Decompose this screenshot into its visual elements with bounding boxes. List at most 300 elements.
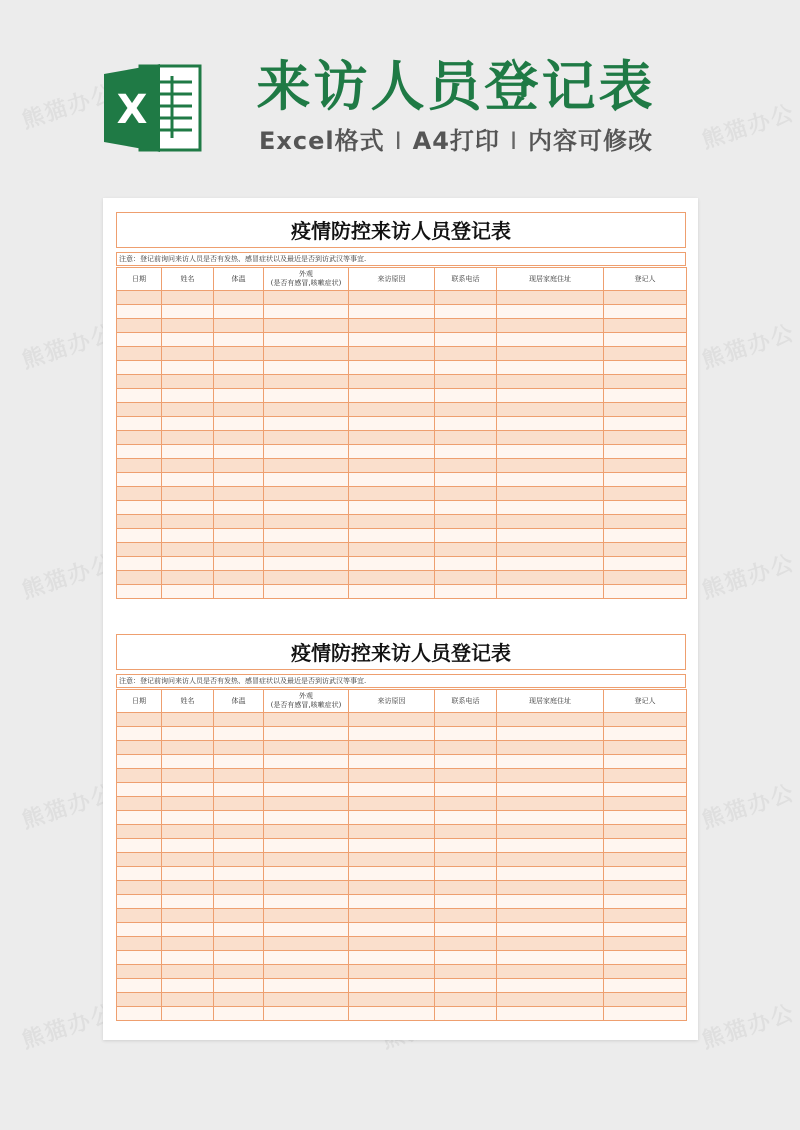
table-cell[interactable] [349, 557, 435, 571]
table-cell[interactable] [162, 881, 214, 895]
table-cell[interactable] [349, 529, 435, 543]
table-cell[interactable] [264, 797, 349, 811]
table-cell[interactable] [604, 389, 687, 403]
table-cell[interactable] [435, 867, 497, 881]
table-cell[interactable] [162, 529, 214, 543]
table-cell[interactable] [497, 487, 604, 501]
table-cell[interactable] [435, 389, 497, 403]
table-cell[interactable] [604, 501, 687, 515]
table-cell[interactable] [604, 923, 687, 937]
table-cell[interactable] [435, 769, 497, 783]
table-cell[interactable] [264, 403, 349, 417]
table-cell[interactable] [117, 459, 162, 473]
table-cell[interactable] [214, 727, 264, 741]
table-cell[interactable] [214, 473, 264, 487]
table-cell[interactable] [349, 867, 435, 881]
table-cell[interactable] [264, 473, 349, 487]
table-cell[interactable] [214, 853, 264, 867]
table-cell[interactable] [604, 867, 687, 881]
table-cell[interactable] [604, 473, 687, 487]
table-cell[interactable] [497, 727, 604, 741]
table-cell[interactable] [162, 473, 214, 487]
table-cell[interactable] [604, 515, 687, 529]
table-cell[interactable] [214, 389, 264, 403]
table-cell[interactable] [604, 305, 687, 319]
table-cell[interactable] [264, 459, 349, 473]
table-cell[interactable] [349, 417, 435, 431]
table-cell[interactable] [214, 515, 264, 529]
table-cell[interactable] [349, 937, 435, 951]
table-cell[interactable] [214, 783, 264, 797]
table-cell[interactable] [117, 839, 162, 853]
table-cell[interactable] [214, 459, 264, 473]
table-cell[interactable] [349, 473, 435, 487]
table-cell[interactable] [214, 403, 264, 417]
table-cell[interactable] [162, 839, 214, 853]
table-cell[interactable] [604, 769, 687, 783]
table-cell[interactable] [349, 375, 435, 389]
table-cell[interactable] [349, 487, 435, 501]
table-cell[interactable] [162, 727, 214, 741]
table-cell[interactable] [117, 755, 162, 769]
table-cell[interactable] [349, 811, 435, 825]
table-cell[interactable] [435, 417, 497, 431]
table-cell[interactable] [604, 487, 687, 501]
table-cell[interactable] [604, 431, 687, 445]
table-cell[interactable] [604, 937, 687, 951]
table-cell[interactable] [214, 867, 264, 881]
table-cell[interactable] [214, 305, 264, 319]
table-cell[interactable] [497, 783, 604, 797]
table-cell[interactable] [435, 487, 497, 501]
table-cell[interactable] [497, 445, 604, 459]
table-cell[interactable] [435, 713, 497, 727]
table-cell[interactable] [162, 811, 214, 825]
table-cell[interactable] [435, 375, 497, 389]
table-cell[interactable] [497, 515, 604, 529]
table-cell[interactable] [435, 937, 497, 951]
table-cell[interactable] [117, 867, 162, 881]
table-cell[interactable] [604, 727, 687, 741]
table-cell[interactable] [214, 1007, 264, 1021]
table-cell[interactable] [214, 755, 264, 769]
table-cell[interactable] [497, 909, 604, 923]
table-cell[interactable] [497, 305, 604, 319]
table-cell[interactable] [604, 557, 687, 571]
table-cell[interactable] [435, 515, 497, 529]
table-cell[interactable] [349, 727, 435, 741]
table-cell[interactable] [214, 965, 264, 979]
table-cell[interactable] [497, 417, 604, 431]
table-cell[interactable] [162, 403, 214, 417]
table-cell[interactable] [349, 291, 435, 305]
table-cell[interactable] [264, 529, 349, 543]
table-cell[interactable] [214, 909, 264, 923]
table-cell[interactable] [264, 1007, 349, 1021]
table-cell[interactable] [214, 375, 264, 389]
table-cell[interactable] [162, 769, 214, 783]
table-cell[interactable] [349, 445, 435, 459]
table-cell[interactable] [117, 305, 162, 319]
table-cell[interactable] [435, 951, 497, 965]
table-cell[interactable] [162, 375, 214, 389]
table-cell[interactable] [264, 783, 349, 797]
table-cell[interactable] [264, 375, 349, 389]
table-cell[interactable] [264, 361, 349, 375]
table-cell[interactable] [264, 979, 349, 993]
table-cell[interactable] [264, 825, 349, 839]
table-cell[interactable] [264, 515, 349, 529]
table-cell[interactable] [435, 853, 497, 867]
table-cell[interactable] [435, 431, 497, 445]
table-cell[interactable] [264, 487, 349, 501]
table-cell[interactable] [435, 839, 497, 853]
table-cell[interactable] [349, 965, 435, 979]
table-cell[interactable] [497, 319, 604, 333]
table-cell[interactable] [497, 811, 604, 825]
table-cell[interactable] [214, 571, 264, 585]
table-cell[interactable] [435, 319, 497, 333]
table-cell[interactable] [117, 979, 162, 993]
table-cell[interactable] [117, 993, 162, 1007]
table-cell[interactable] [117, 937, 162, 951]
table-cell[interactable] [162, 965, 214, 979]
table-cell[interactable] [214, 445, 264, 459]
table-cell[interactable] [349, 389, 435, 403]
table-cell[interactable] [435, 797, 497, 811]
table-cell[interactable] [497, 923, 604, 937]
table-cell[interactable] [264, 951, 349, 965]
table-cell[interactable] [264, 305, 349, 319]
table-cell[interactable] [435, 291, 497, 305]
table-cell[interactable] [117, 389, 162, 403]
table-cell[interactable] [162, 417, 214, 431]
table-cell[interactable] [214, 951, 264, 965]
table-cell[interactable] [162, 361, 214, 375]
table-cell[interactable] [162, 543, 214, 557]
table-cell[interactable] [497, 501, 604, 515]
table-cell[interactable] [117, 515, 162, 529]
table-cell[interactable] [604, 1007, 687, 1021]
table-cell[interactable] [604, 811, 687, 825]
table-cell[interactable] [349, 333, 435, 347]
table-cell[interactable] [162, 431, 214, 445]
table-cell[interactable] [604, 993, 687, 1007]
table-cell[interactable] [604, 291, 687, 305]
table-cell[interactable] [117, 291, 162, 305]
table-cell[interactable] [162, 459, 214, 473]
table-cell[interactable] [214, 937, 264, 951]
table-cell[interactable] [117, 713, 162, 727]
table-cell[interactable] [497, 797, 604, 811]
table-cell[interactable] [604, 571, 687, 585]
table-cell[interactable] [497, 529, 604, 543]
table-cell[interactable] [264, 937, 349, 951]
table-cell[interactable] [349, 783, 435, 797]
table-cell[interactable] [264, 585, 349, 599]
table-cell[interactable] [264, 347, 349, 361]
table-cell[interactable] [497, 853, 604, 867]
table-cell[interactable] [117, 741, 162, 755]
table-cell[interactable] [162, 755, 214, 769]
table-cell[interactable] [349, 881, 435, 895]
table-cell[interactable] [162, 797, 214, 811]
table-cell[interactable] [497, 979, 604, 993]
table-cell[interactable] [117, 501, 162, 515]
table-cell[interactable] [264, 769, 349, 783]
table-cell[interactable] [604, 403, 687, 417]
table-cell[interactable] [214, 741, 264, 755]
table-cell[interactable] [497, 333, 604, 347]
table-cell[interactable] [264, 923, 349, 937]
table-cell[interactable] [162, 993, 214, 1007]
table-cell[interactable] [349, 993, 435, 1007]
table-cell[interactable] [497, 965, 604, 979]
table-cell[interactable] [214, 543, 264, 557]
table-cell[interactable] [497, 755, 604, 769]
table-cell[interactable] [264, 557, 349, 571]
table-cell[interactable] [604, 783, 687, 797]
table-cell[interactable] [214, 361, 264, 375]
table-cell[interactable] [604, 881, 687, 895]
table-cell[interactable] [435, 1007, 497, 1021]
table-cell[interactable] [604, 361, 687, 375]
table-cell[interactable] [264, 571, 349, 585]
table-cell[interactable] [349, 459, 435, 473]
table-cell[interactable] [264, 867, 349, 881]
table-cell[interactable] [435, 403, 497, 417]
table-cell[interactable] [214, 585, 264, 599]
table-cell[interactable] [214, 557, 264, 571]
table-cell[interactable] [264, 291, 349, 305]
table-cell[interactable] [497, 825, 604, 839]
table-cell[interactable] [349, 909, 435, 923]
table-cell[interactable] [435, 965, 497, 979]
table-cell[interactable] [117, 797, 162, 811]
table-cell[interactable] [264, 881, 349, 895]
table-cell[interactable] [264, 755, 349, 769]
table-cell[interactable] [162, 825, 214, 839]
table-cell[interactable] [214, 431, 264, 445]
table-cell[interactable] [497, 375, 604, 389]
table-cell[interactable] [117, 417, 162, 431]
table-cell[interactable] [497, 459, 604, 473]
table-cell[interactable] [162, 741, 214, 755]
table-cell[interactable] [117, 431, 162, 445]
table-cell[interactable] [435, 501, 497, 515]
table-cell[interactable] [117, 529, 162, 543]
table-cell[interactable] [497, 713, 604, 727]
table-cell[interactable] [604, 755, 687, 769]
table-cell[interactable] [435, 895, 497, 909]
table-cell[interactable] [604, 853, 687, 867]
table-cell[interactable] [349, 769, 435, 783]
table-cell[interactable] [214, 713, 264, 727]
table-cell[interactable] [349, 319, 435, 333]
table-cell[interactable] [604, 585, 687, 599]
table-cell[interactable] [214, 895, 264, 909]
table-cell[interactable] [497, 473, 604, 487]
table-cell[interactable] [117, 965, 162, 979]
table-cell[interactable] [264, 895, 349, 909]
table-cell[interactable] [349, 755, 435, 769]
table-cell[interactable] [162, 515, 214, 529]
table-cell[interactable] [435, 445, 497, 459]
table-cell[interactable] [435, 557, 497, 571]
table-cell[interactable] [349, 923, 435, 937]
table-cell[interactable] [117, 923, 162, 937]
table-cell[interactable] [162, 979, 214, 993]
table-cell[interactable] [497, 389, 604, 403]
table-cell[interactable] [349, 347, 435, 361]
table-cell[interactable] [435, 473, 497, 487]
table-cell[interactable] [214, 923, 264, 937]
table-cell[interactable] [162, 389, 214, 403]
table-cell[interactable] [214, 291, 264, 305]
table-cell[interactable] [117, 361, 162, 375]
table-cell[interactable] [604, 825, 687, 839]
table-cell[interactable] [349, 431, 435, 445]
table-cell[interactable] [214, 979, 264, 993]
table-cell[interactable] [604, 445, 687, 459]
table-cell[interactable] [264, 333, 349, 347]
table-cell[interactable] [435, 811, 497, 825]
table-cell[interactable] [349, 1007, 435, 1021]
table-cell[interactable] [604, 347, 687, 361]
table-cell[interactable] [497, 881, 604, 895]
table-cell[interactable] [349, 825, 435, 839]
table-cell[interactable] [162, 487, 214, 501]
table-cell[interactable] [604, 741, 687, 755]
table-cell[interactable] [497, 1007, 604, 1021]
table-cell[interactable] [117, 445, 162, 459]
table-cell[interactable] [214, 319, 264, 333]
table-cell[interactable] [349, 501, 435, 515]
table-cell[interactable] [435, 585, 497, 599]
table-cell[interactable] [435, 909, 497, 923]
table-cell[interactable] [214, 417, 264, 431]
table-cell[interactable] [435, 979, 497, 993]
table-cell[interactable] [604, 417, 687, 431]
table-cell[interactable] [117, 347, 162, 361]
table-cell[interactable] [214, 811, 264, 825]
table-cell[interactable] [264, 965, 349, 979]
table-cell[interactable] [162, 319, 214, 333]
table-cell[interactable] [497, 347, 604, 361]
table-cell[interactable] [162, 713, 214, 727]
table-cell[interactable] [497, 431, 604, 445]
table-cell[interactable] [162, 333, 214, 347]
table-cell[interactable] [497, 993, 604, 1007]
table-cell[interactable] [264, 389, 349, 403]
table-cell[interactable] [117, 543, 162, 557]
table-cell[interactable] [117, 557, 162, 571]
table-cell[interactable] [604, 529, 687, 543]
table-cell[interactable] [214, 839, 264, 853]
table-cell[interactable] [349, 305, 435, 319]
table-cell[interactable] [162, 585, 214, 599]
table-cell[interactable] [435, 881, 497, 895]
table-cell[interactable] [497, 741, 604, 755]
table-cell[interactable] [117, 585, 162, 599]
table-cell[interactable] [349, 543, 435, 557]
table-cell[interactable] [214, 529, 264, 543]
table-cell[interactable] [264, 543, 349, 557]
table-cell[interactable] [264, 741, 349, 755]
table-cell[interactable] [349, 979, 435, 993]
table-cell[interactable] [435, 459, 497, 473]
table-cell[interactable] [264, 839, 349, 853]
table-cell[interactable] [604, 459, 687, 473]
table-cell[interactable] [349, 515, 435, 529]
table-cell[interactable] [604, 951, 687, 965]
table-cell[interactable] [214, 347, 264, 361]
table-cell[interactable] [349, 585, 435, 599]
table-cell[interactable] [117, 727, 162, 741]
table-cell[interactable] [497, 951, 604, 965]
table-cell[interactable] [264, 501, 349, 515]
table-cell[interactable] [117, 1007, 162, 1021]
table-cell[interactable] [117, 375, 162, 389]
table-cell[interactable] [214, 769, 264, 783]
table-cell[interactable] [604, 797, 687, 811]
table-cell[interactable] [214, 487, 264, 501]
table-cell[interactable] [349, 403, 435, 417]
table-cell[interactable] [604, 319, 687, 333]
table-cell[interactable] [435, 571, 497, 585]
table-cell[interactable] [497, 557, 604, 571]
table-cell[interactable] [264, 417, 349, 431]
table-cell[interactable] [497, 937, 604, 951]
table-cell[interactable] [117, 811, 162, 825]
table-cell[interactable] [117, 881, 162, 895]
table-cell[interactable] [435, 333, 497, 347]
table-cell[interactable] [162, 501, 214, 515]
table-cell[interactable] [264, 445, 349, 459]
table-cell[interactable] [117, 319, 162, 333]
table-cell[interactable] [264, 713, 349, 727]
table-cell[interactable] [349, 713, 435, 727]
table-cell[interactable] [349, 741, 435, 755]
table-cell[interactable] [497, 585, 604, 599]
table-cell[interactable] [435, 783, 497, 797]
table-cell[interactable] [162, 951, 214, 965]
table-cell[interactable] [214, 333, 264, 347]
table-cell[interactable] [497, 361, 604, 375]
table-cell[interactable] [162, 853, 214, 867]
table-cell[interactable] [435, 361, 497, 375]
table-cell[interactable] [117, 333, 162, 347]
table-cell[interactable] [214, 825, 264, 839]
table-cell[interactable] [264, 431, 349, 445]
table-cell[interactable] [435, 993, 497, 1007]
table-cell[interactable] [604, 909, 687, 923]
table-cell[interactable] [264, 853, 349, 867]
table-cell[interactable] [349, 839, 435, 853]
table-cell[interactable] [264, 727, 349, 741]
table-cell[interactable] [117, 895, 162, 909]
table-cell[interactable] [162, 909, 214, 923]
table-cell[interactable] [117, 783, 162, 797]
table-cell[interactable] [435, 923, 497, 937]
table-cell[interactable] [497, 543, 604, 557]
table-cell[interactable] [435, 305, 497, 319]
table-cell[interactable] [214, 881, 264, 895]
table-cell[interactable] [349, 571, 435, 585]
table-cell[interactable] [604, 895, 687, 909]
table-cell[interactable] [435, 727, 497, 741]
table-cell[interactable] [264, 319, 349, 333]
